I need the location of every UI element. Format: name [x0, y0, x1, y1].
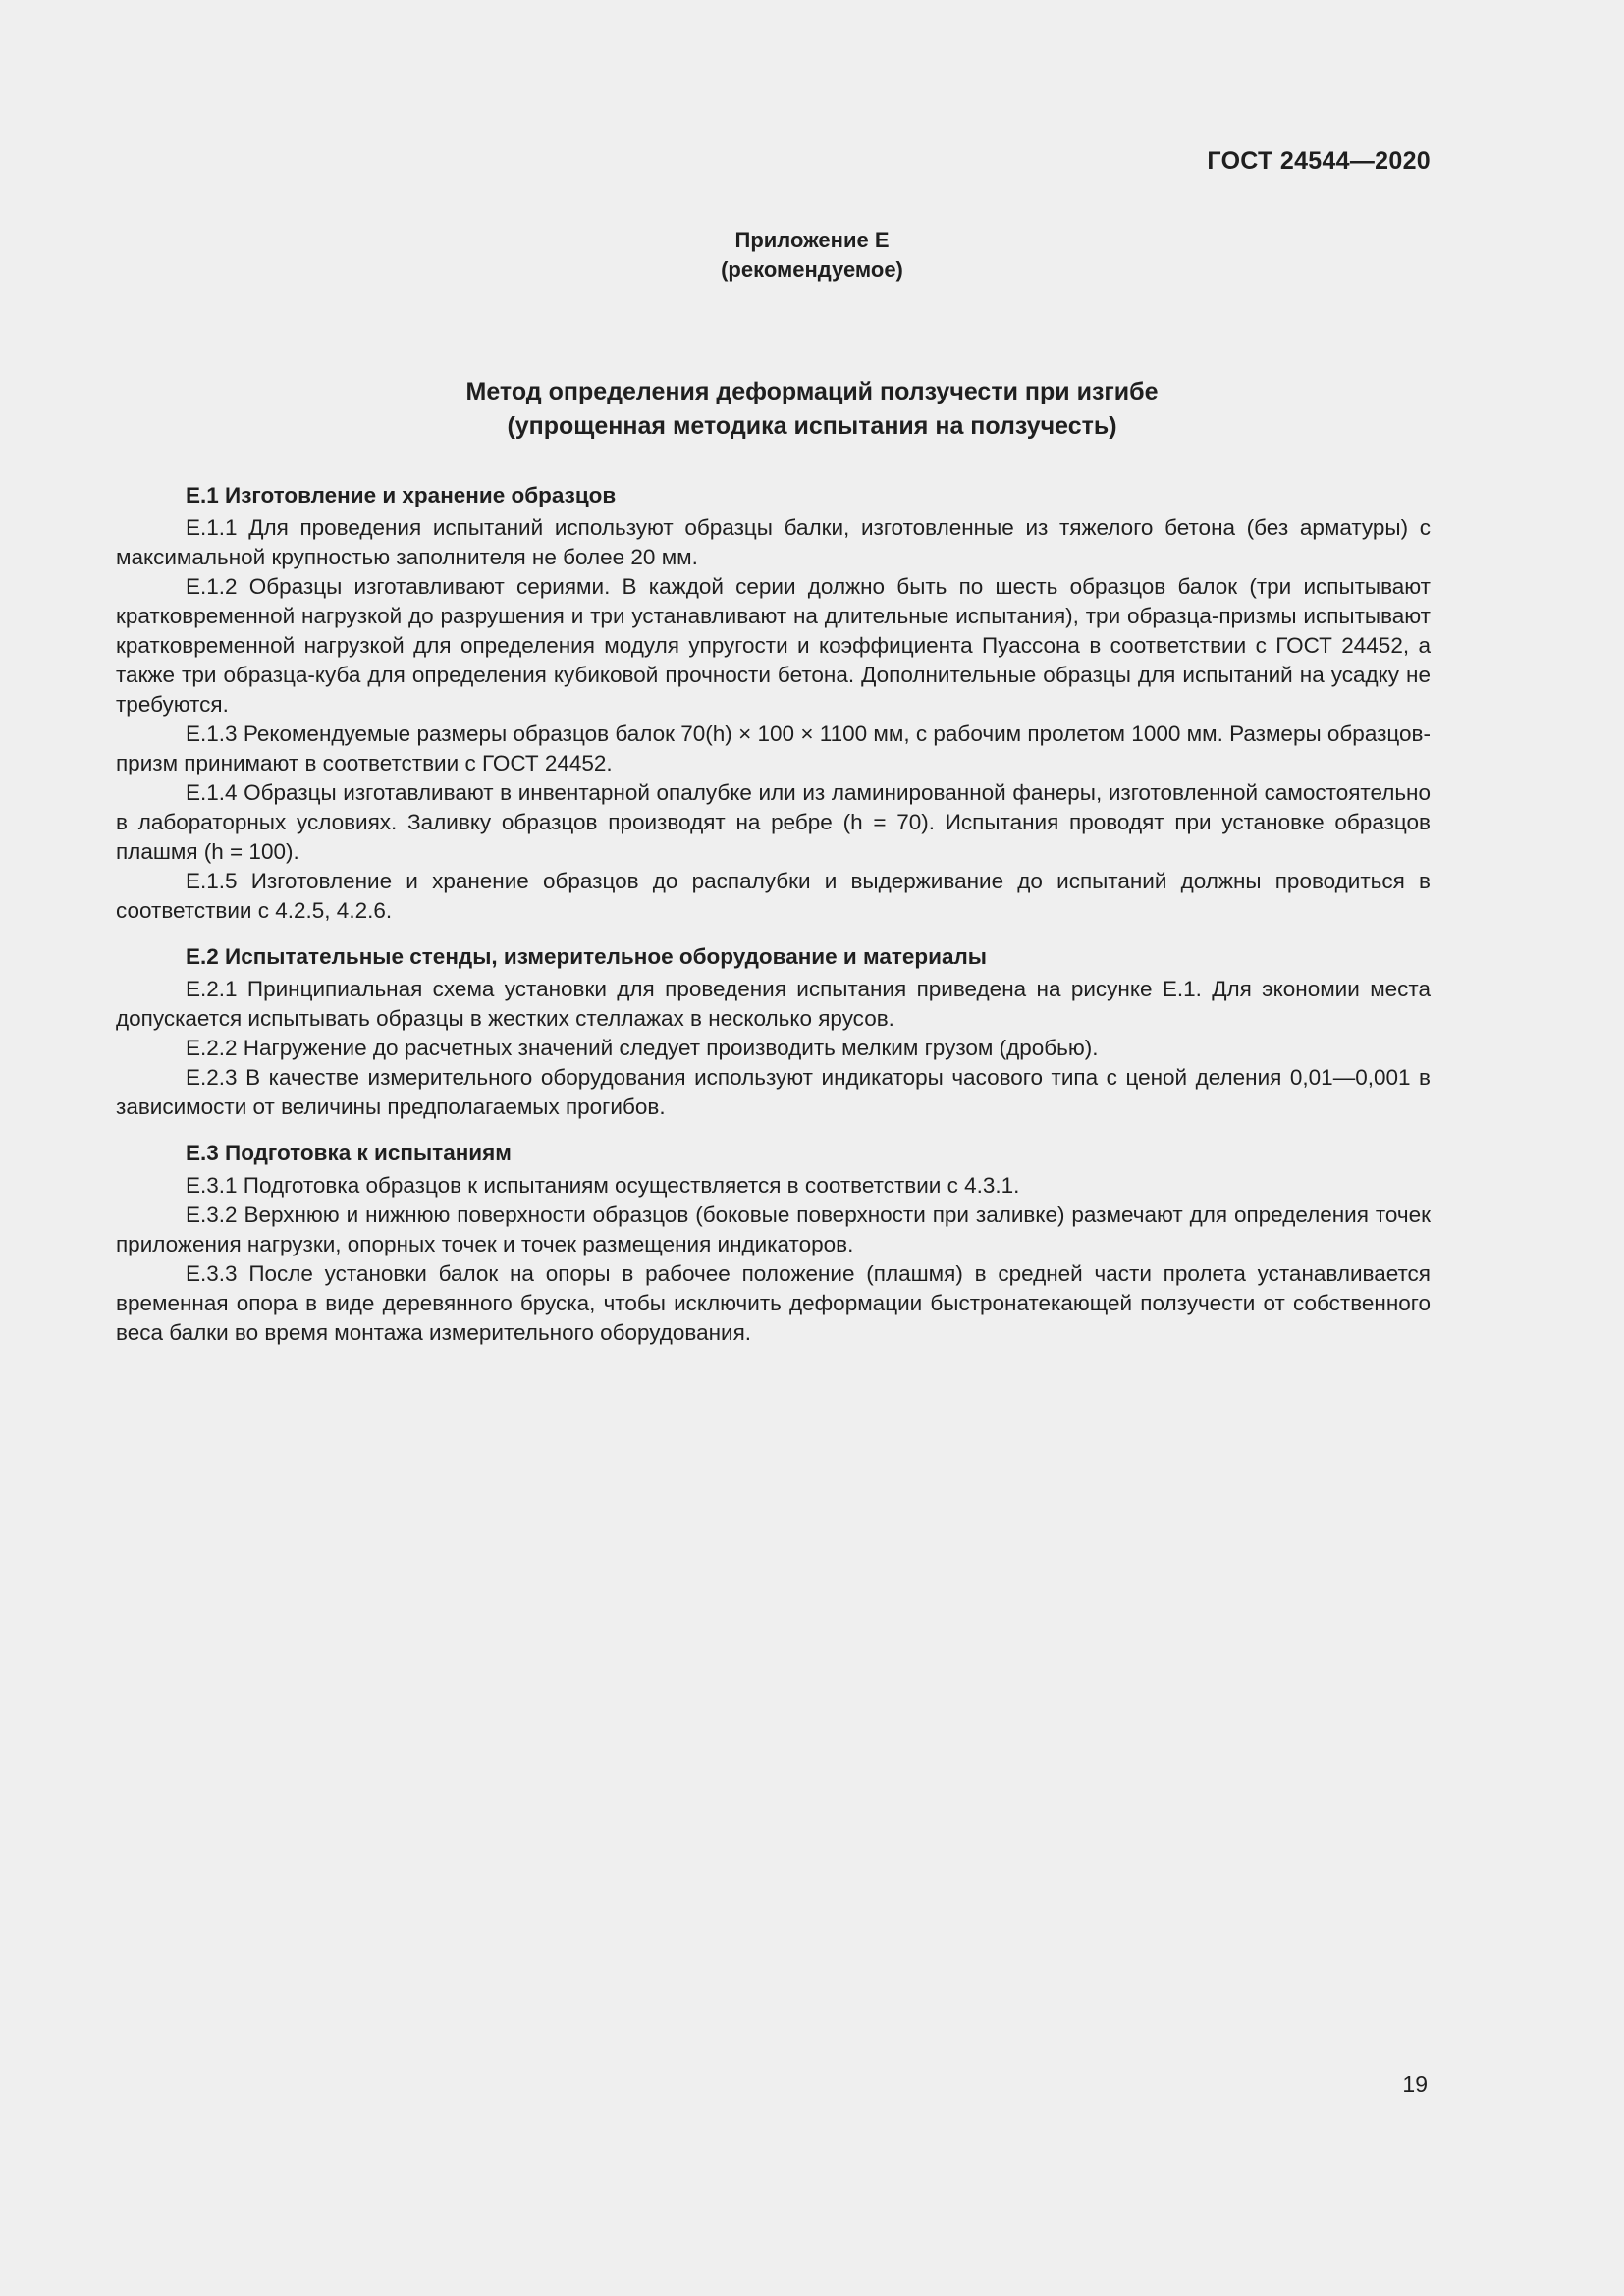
paragraph-e1-3: Е.1.3 Рекомендуемые размеры образцов балок 70(h) × 100 × 1100 мм, с рабочим пролетом 1000 мм. Размеры образцов-призм принимают в соответствии с ГОСТ 24452. [116, 721, 1431, 775]
paragraph-e1-5: Е.1.5 Изготовление и хранение образцов до распалубки и выдерживание до испытаний должны проводиться в соответствии с 4.2.5, 4.2.6. [116, 869, 1431, 923]
paragraph-e3-1: Е.3.1 Подготовка образцов к испытаниям осуществляется в соответствии с 4.3.1. [186, 1173, 1020, 1198]
section-e2 [116, 942, 1431, 1122]
main-title-line-2: (упрощенная методика испытания на ползучесть) [507, 412, 1117, 440]
paragraph-e1-1: Е.1.1 Для проведения испытаний используют образцы балки, изготовленные из тяжелого бетона (без арматуры) с максимальной крупностью заполнителя не более 20 мм. [116, 515, 1431, 569]
paragraph-e2-1: Е.2.1 Принципиальная схема установки для проведения испытания приведена на рисунке Е.1. Для экономии места допускается испытывать образцы в жестких стеллажах в несколько ярусов. [116, 977, 1431, 1031]
main-title-line-1: Метод определения деформаций ползучести при изгибе [465, 378, 1159, 405]
appendix-heading [0, 226, 1624, 285]
section-e1 [116, 481, 1431, 926]
section-heading: Е.2 Испытательные стенды, измерительное оборудование и материалы [186, 944, 987, 969]
page-number: 19 [1402, 2071, 1428, 2097]
body-text [116, 481, 1431, 1348]
paragraph-e1-2: Е.1.2 Образцы изготавливают сериями. В каждой серии должно быть по шесть образцов балок (три испытывают кратковременной нагрузкой до разрушения и три устанавливают на длительные испытания), три образца-призмы испытывают кратковременной нагрузкой для определения модуля упругости и коэффициента Пуассона в соответствии с ГОСТ 24452, а также три образца-куба для определения кубиковой прочности бетона. Дополнительные образцы для испытаний на усадку не требуются. [116, 574, 1431, 717]
main-title [0, 375, 1624, 444]
paragraph-e1-4: Е.1.4 Образцы изготавливают в инвентарной опалубке или из ламинированной фанеры, изготовленной самостоятельно в лабораторных условиях. Заливку образцов производят на ребре (h = 70). Испытания проводят при установке образцов плашмя (h = 100). [116, 780, 1431, 864]
paragraph-e2-3: Е.2.3 В качестве измерительного оборудования используют индикаторы часового типа с ценой деления 0,01—0,001 в зависимости от величины предполагаемых прогибов. [116, 1065, 1431, 1119]
paragraph-e3-3: Е.3.3 После установки балок на опоры в рабочее положение (плашмя) в средней части пролета устанавливается временная опора в виде деревянного бруска, чтобы исключить деформации быстронатекающей ползучести от собственного веса балки во время монтажа измерительного оборудования. [116, 1261, 1431, 1345]
document-code: ГОСТ 24544—2020 [1207, 147, 1431, 175]
appendix-label: Приложение Е [734, 228, 890, 252]
section-heading: Е.3 Подготовка к испытаниям [186, 1141, 512, 1165]
section-e3 [116, 1139, 1431, 1348]
section-heading: Е.1 Изготовление и хранение образцов [186, 483, 617, 507]
paragraph-e3-2: Е.3.2 Верхнюю и нижнюю поверхности образцов (боковые поверхности при заливке) размечают для определения точек приложения нагрузки, опорных точек и точек размещения индикаторов. [116, 1202, 1431, 1256]
appendix-status: (рекомендуемое) [721, 257, 903, 282]
paragraph-e2-2: Е.2.2 Нагружение до расчетных значений следует производить мелким грузом (дробью). [186, 1036, 1099, 1060]
